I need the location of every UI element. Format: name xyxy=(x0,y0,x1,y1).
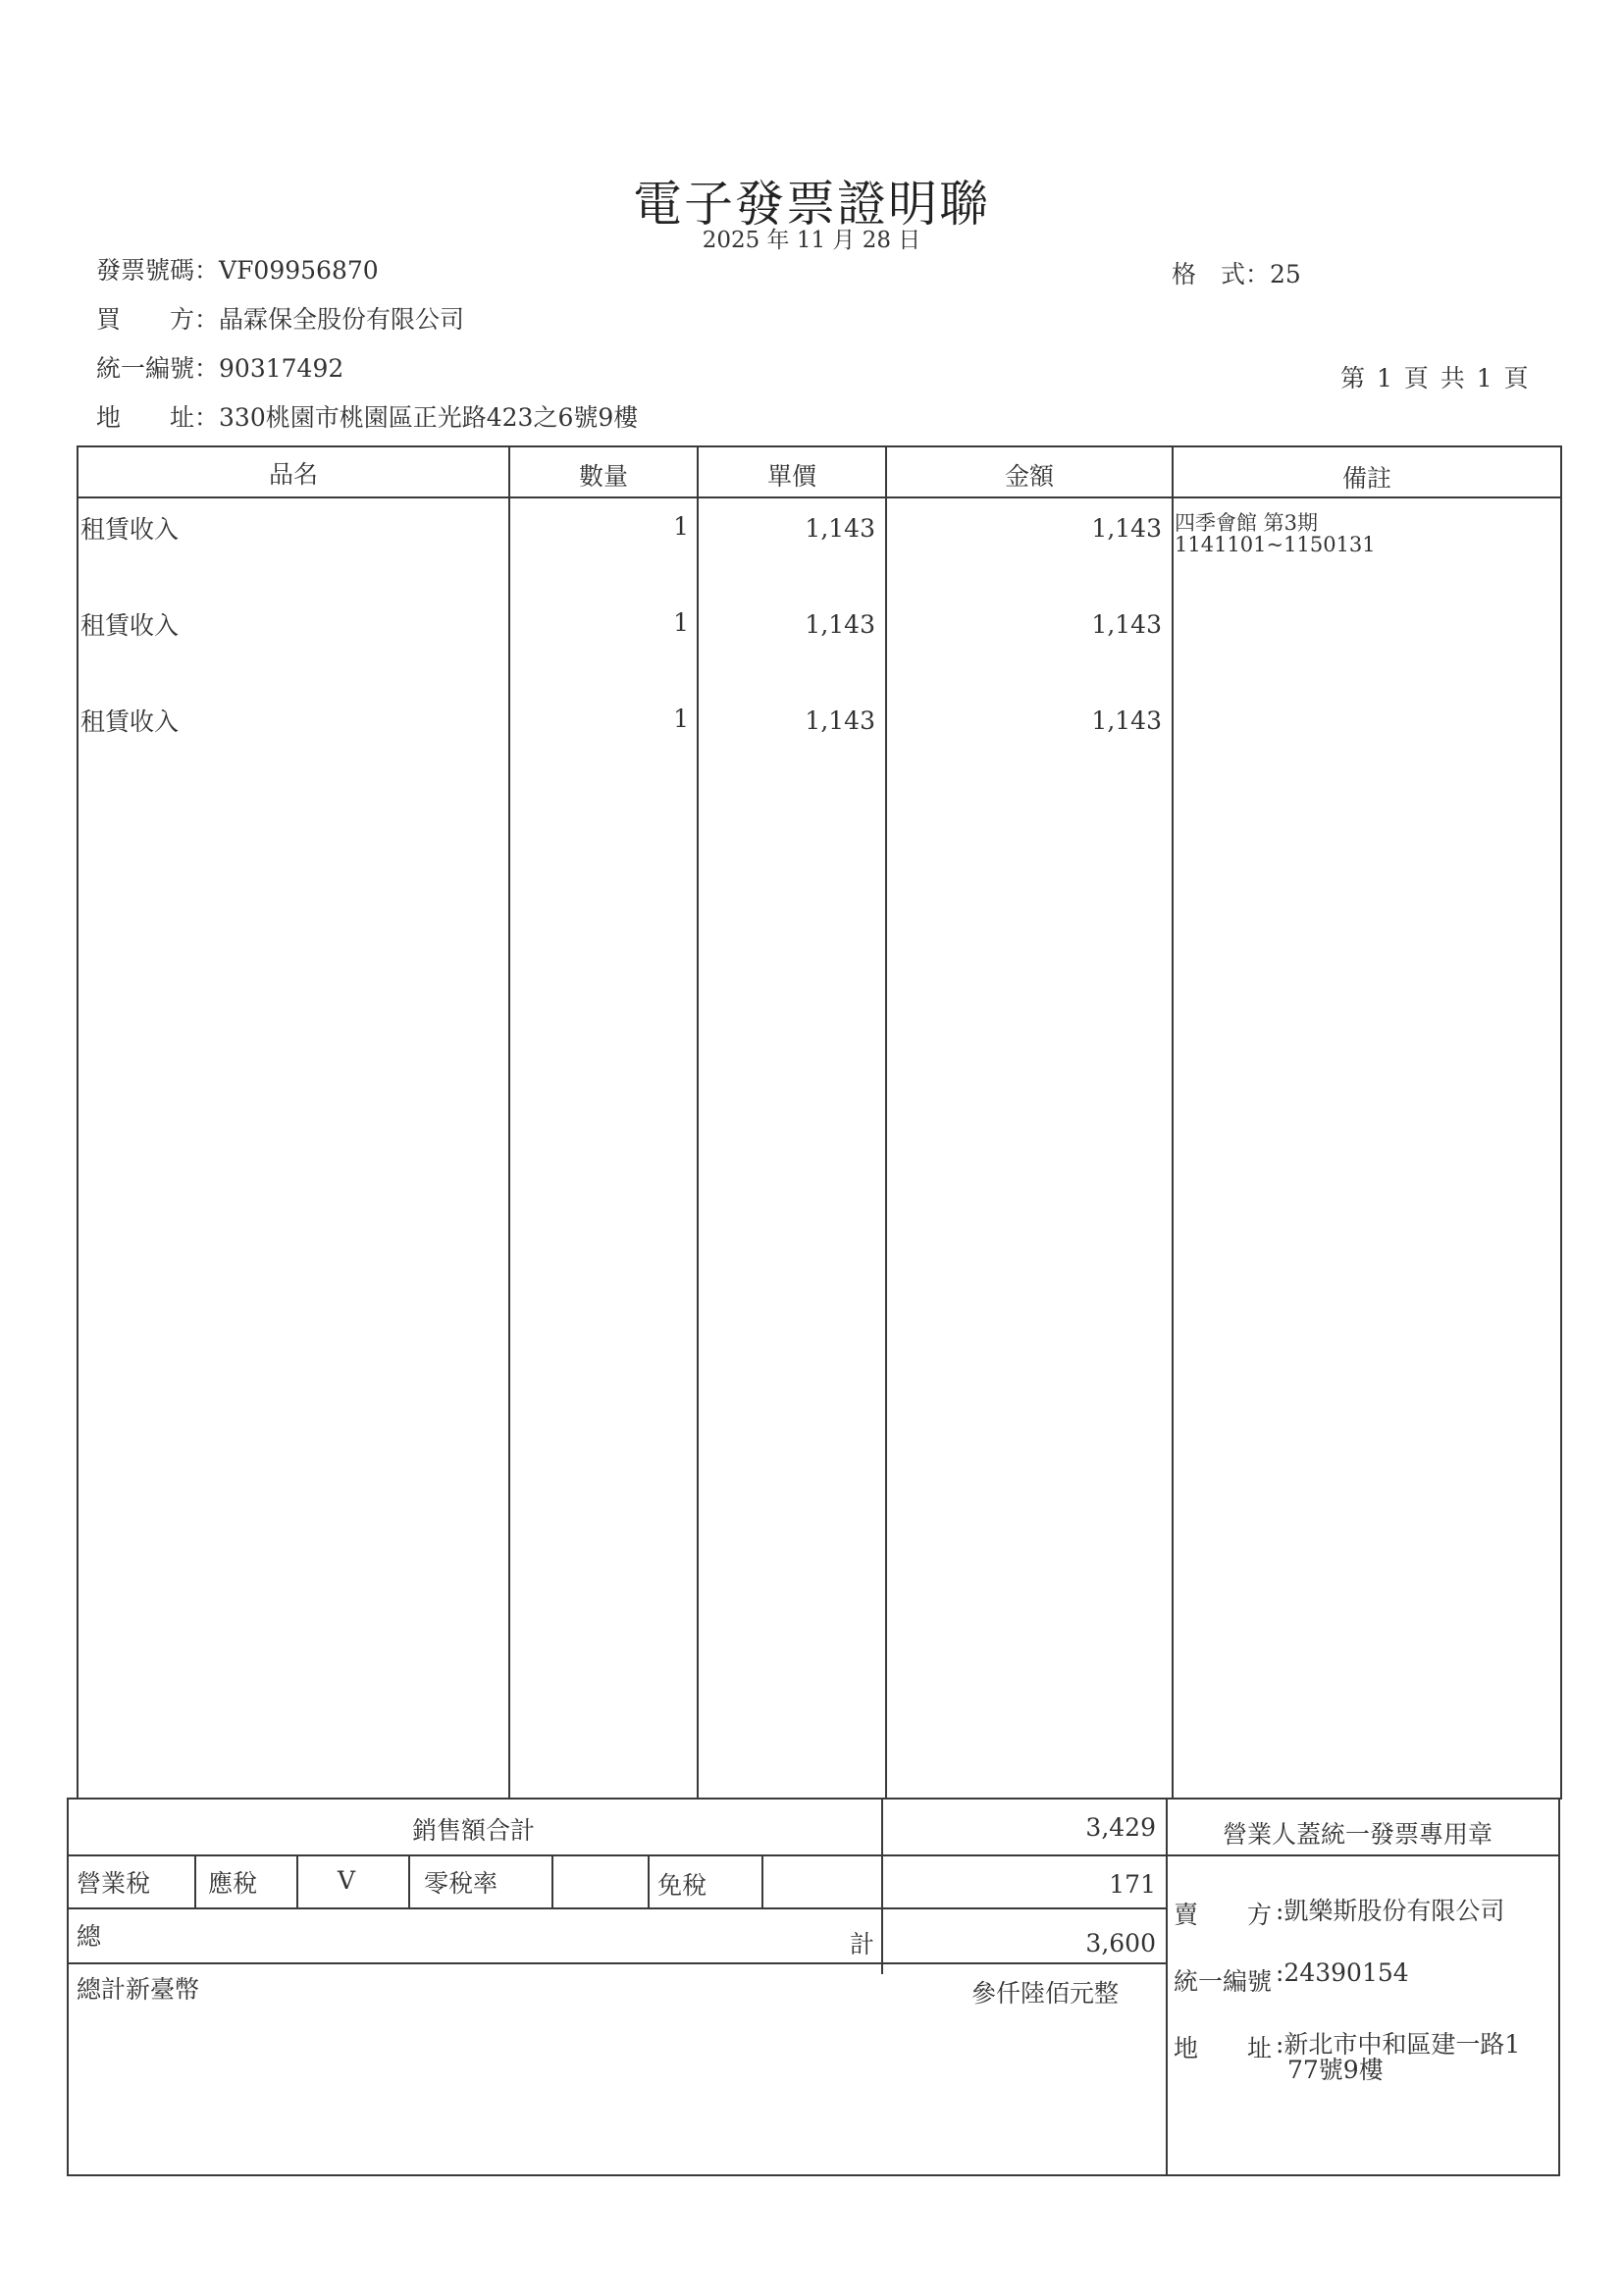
row3-unit-price: 1,143 xyxy=(805,706,875,735)
header-item: 品名 xyxy=(268,460,318,489)
tax-divider-4 xyxy=(551,1854,553,1909)
col-divider-amount xyxy=(885,445,887,1800)
sales-total-value: 3,429 xyxy=(1085,1813,1156,1842)
total-label-left: 總 xyxy=(77,1922,102,1951)
seller-id: :24390154 xyxy=(1276,1958,1409,1987)
buyer-label: 買 方： xyxy=(96,305,220,334)
sales-total-label: 銷售額合計 xyxy=(412,1816,536,1845)
header-amount: 金額 xyxy=(1004,462,1054,491)
seller-address-label: 地 址 xyxy=(1174,2034,1273,2062)
row3-item: 租賃收入 xyxy=(80,707,180,736)
twd-words: 參仟陸佰元整 xyxy=(971,1979,1120,2008)
table-left-border xyxy=(77,445,79,1800)
total-value: 3,600 xyxy=(1085,1929,1156,1957)
row1-unit-price: 1,143 xyxy=(805,514,875,543)
tax-divider-2 xyxy=(296,1854,298,1909)
format-label: 格 式： xyxy=(1172,260,1271,288)
invoice-date: 2025 年 11 月 28 日 xyxy=(702,228,921,253)
buyer-address-row xyxy=(96,398,638,434)
format-row xyxy=(1172,255,1301,290)
row1-qty: 1 xyxy=(673,512,689,541)
row1-note-line1: 四季會館 第3期 xyxy=(1175,511,1319,535)
col-divider-price xyxy=(697,445,699,1800)
twd-label: 總計新臺幣 xyxy=(77,1975,200,2004)
col-divider-note xyxy=(1172,445,1174,1800)
invoice-number: VF09956870 xyxy=(219,256,379,285)
tax-divider-5 xyxy=(648,1854,650,1909)
row2-item: 租賃收入 xyxy=(80,611,180,640)
table-right-border xyxy=(1560,445,1562,1800)
seller-name-label: 賣 方 xyxy=(1174,1901,1273,1929)
header-bottom-border xyxy=(77,496,1562,498)
page-info: 第 1 頁 共 1 頁 xyxy=(1340,364,1531,392)
tax-row-bottom xyxy=(67,1907,1168,1909)
total-label-right: 計 xyxy=(850,1930,875,1958)
buyer-address-label: 地 址： xyxy=(96,403,220,432)
exempt-label: 免稅 xyxy=(657,1871,707,1900)
row2-qty: 1 xyxy=(673,608,689,637)
tax-label: 營業稅 xyxy=(77,1869,151,1898)
table-top-border xyxy=(77,445,1562,447)
tax-amount: 171 xyxy=(1109,1870,1156,1899)
invoice-number-row xyxy=(96,251,379,287)
sales-total-bottom xyxy=(67,1854,1168,1856)
header-qty: 數量 xyxy=(578,462,628,491)
stamp-label: 營業人蓋統一發票專用章 xyxy=(1223,1820,1493,1849)
buyer-name: 晶霖保全股份有限公司 xyxy=(219,305,465,334)
stamp-label-bottom xyxy=(1166,1854,1560,1856)
total-row-bottom xyxy=(67,1962,1168,1964)
buyer-id-row xyxy=(96,349,343,385)
seller-address-line1: :新北市中和區建一路1 xyxy=(1276,2030,1521,2059)
row3-amount: 1,143 xyxy=(1091,706,1162,735)
taxable-mark: V xyxy=(338,1866,356,1895)
row2-amount: 1,143 xyxy=(1091,610,1162,639)
buyer-row xyxy=(96,300,464,336)
header-note: 備註 xyxy=(1341,464,1391,493)
invoice-number-label: 發票號碼： xyxy=(96,256,220,285)
summary-bottom-border xyxy=(67,2174,1560,2176)
seller-name: :凱樂斯股份有限公司 xyxy=(1276,1897,1505,1925)
buyer-address: 330桃園市桃園區正光路423之6號9樓 xyxy=(219,403,639,432)
taxable-label: 應稅 xyxy=(208,1869,258,1898)
format-value: 25 xyxy=(1270,260,1301,288)
seller-address-line2: 77號9樓 xyxy=(1287,2056,1384,2084)
buyer-id-label: 統一編號： xyxy=(96,354,220,383)
col-divider-qty xyxy=(508,445,510,1800)
row1-note-line2: 1141101~1150131 xyxy=(1175,533,1376,556)
buyer-id: 90317492 xyxy=(219,354,344,383)
tax-divider-6 xyxy=(761,1854,763,1909)
row3-qty: 1 xyxy=(673,704,689,733)
row1-item: 租賃收入 xyxy=(80,515,180,544)
row2-unit-price: 1,143 xyxy=(805,610,875,639)
row1-amount: 1,143 xyxy=(1091,514,1162,543)
header-unit-price: 單價 xyxy=(766,462,816,491)
tax-divider-1 xyxy=(194,1854,196,1909)
summary-top-border xyxy=(67,1798,1562,1800)
seller-id-label: 統一編號 xyxy=(1174,1967,1273,1996)
document-title: 電子發票證明聯 xyxy=(633,176,990,233)
tax-divider-3 xyxy=(408,1854,410,1909)
zero-rate-label: 零稅率 xyxy=(424,1869,498,1898)
